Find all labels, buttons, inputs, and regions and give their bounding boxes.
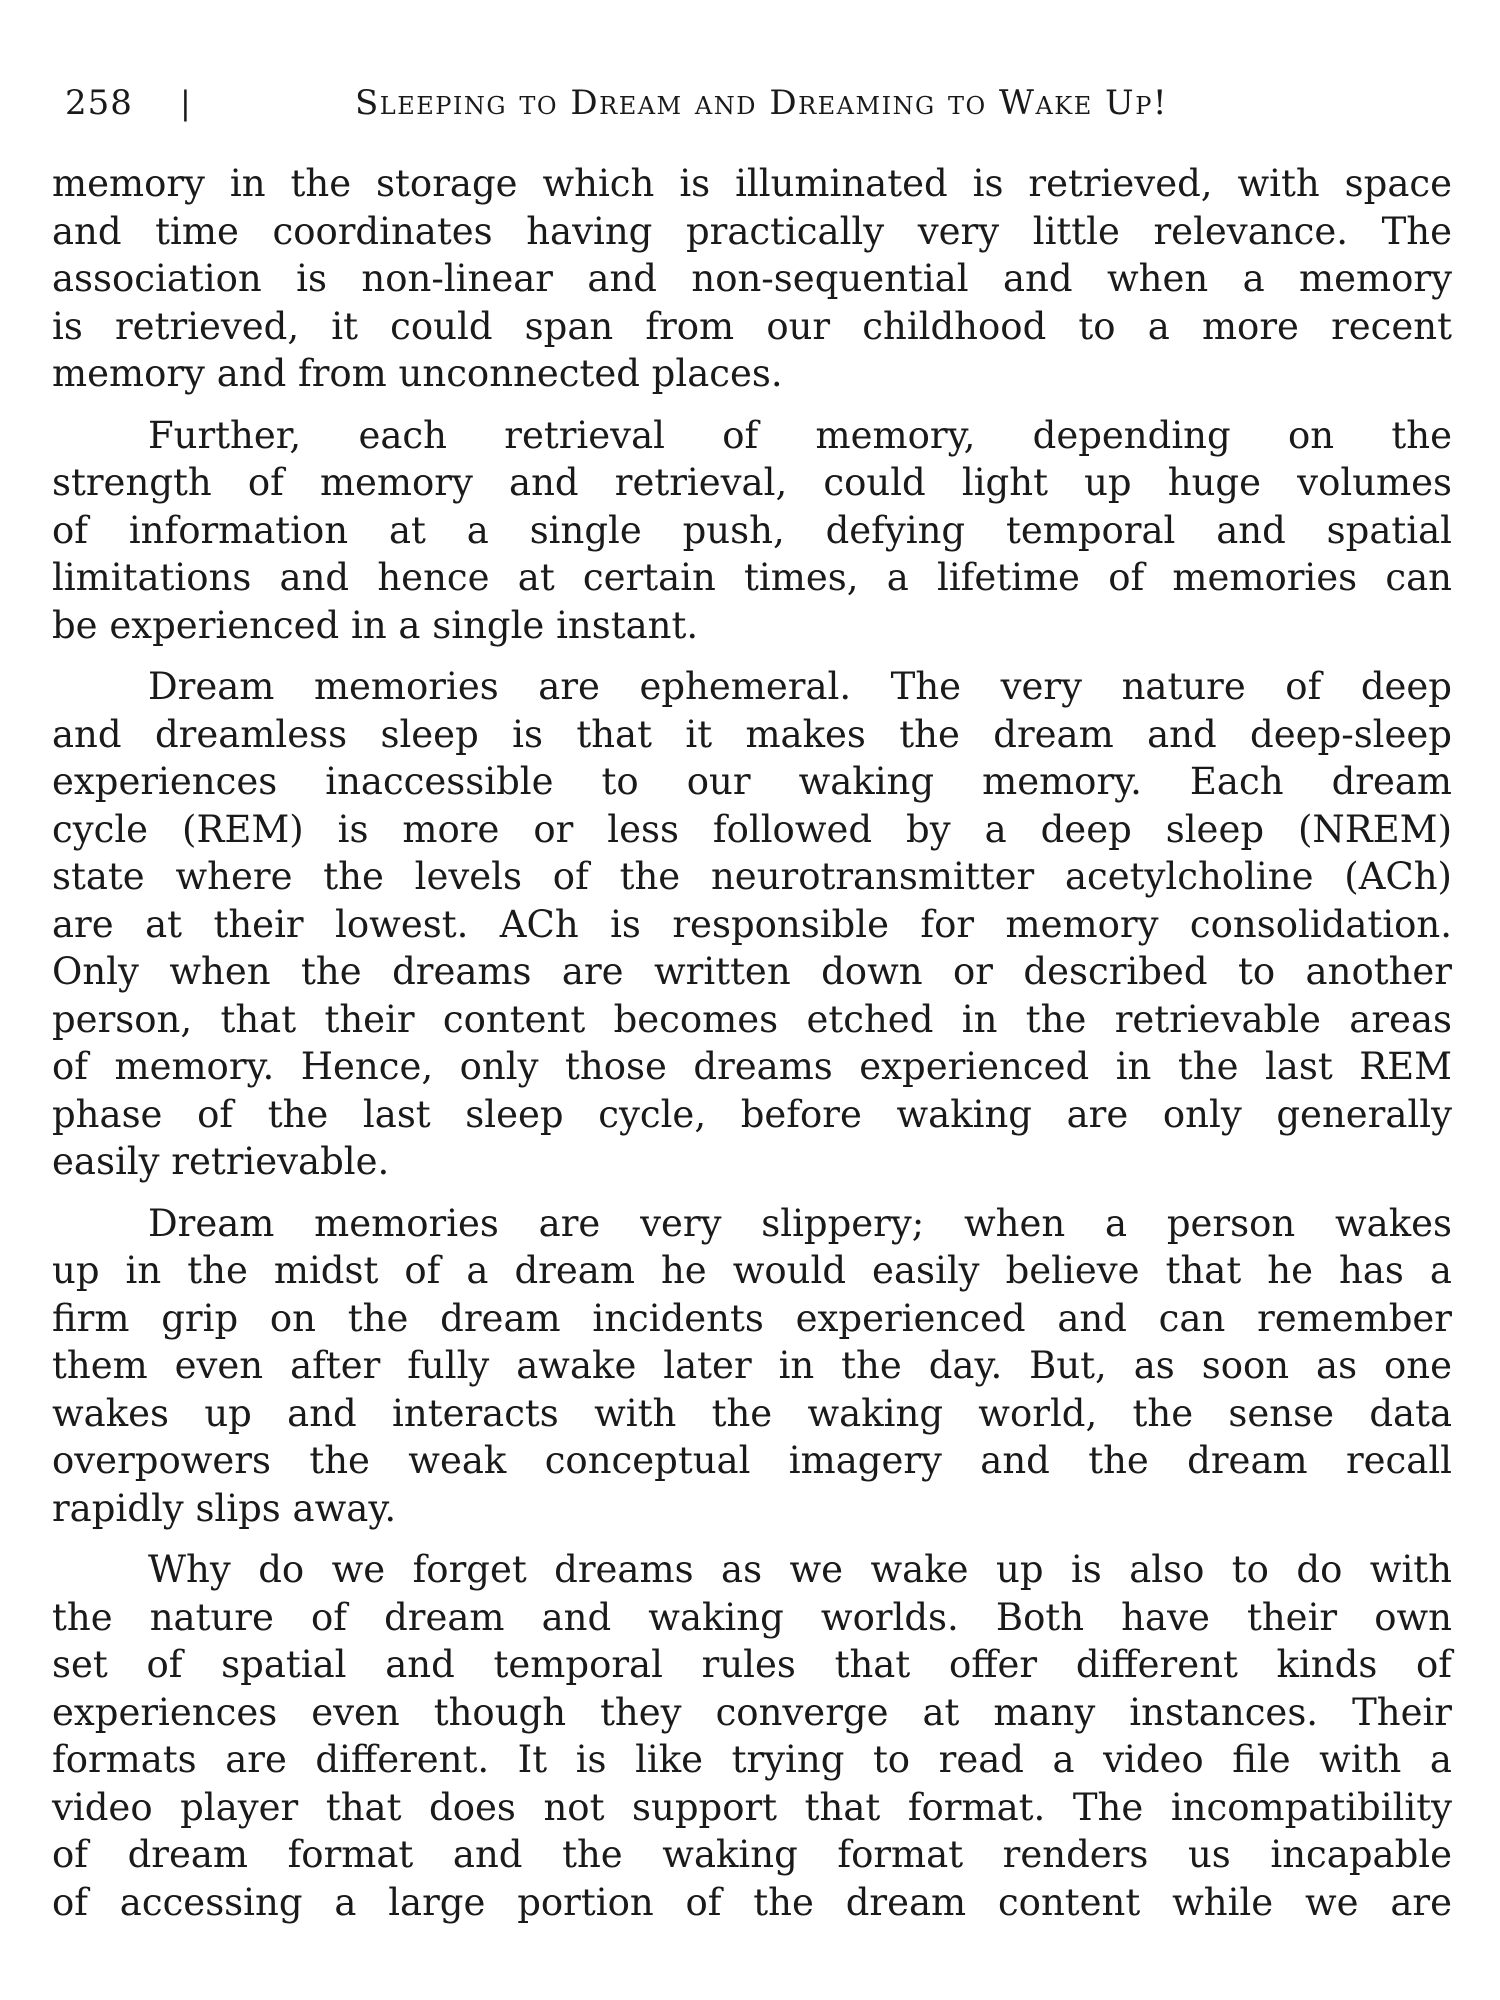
- text-line: and time coordinates having practically very little relevance. The: [52, 209, 1452, 253]
- text-line: Dream memories are very slippery; when a person wakes: [148, 1201, 1452, 1245]
- text-line: of accessing a large portion of the dream content while we are: [52, 1880, 1452, 1924]
- text-line: video player that does not support that format. The incompatibility: [52, 1785, 1452, 1829]
- text-line: of information at a single push, defying temporal and spatial: [52, 508, 1452, 552]
- text-line: phase of the last sleep cycle, before waking are only generally: [52, 1092, 1452, 1136]
- text-line: Further, each retrieval of memory, depending on the: [148, 413, 1452, 457]
- text-line: limitations and hence at certain times, a lifetime of memories can: [52, 556, 1452, 599]
- text-line: state where the levels of the neurotransmitter acetylcholine (ACh): [52, 855, 1452, 898]
- text-line: the nature of dream and waking worlds. Both have their own: [52, 1595, 1452, 1639]
- paragraph: [52, 663, 1452, 1186]
- text-line: firm grip on the dream incidents experienced and can remember: [52, 1296, 1452, 1340]
- paragraph: [52, 1200, 1452, 1533]
- text-line: person, that their content becomes etched in the retrievable areas: [52, 997, 1452, 1041]
- text-line: set of spatial and temporal rules that offer different kinds of: [52, 1643, 1452, 1686]
- text-line: experiences even though they converge at many instances. Their: [52, 1690, 1452, 1734]
- body-text: [52, 160, 1452, 1940]
- text-line: Dream memories are ephemeral. The very nature of deep: [148, 665, 1452, 708]
- text-line: Why do we forget dreams as we wake up is also to do with: [148, 1548, 1452, 1591]
- text-line: and dreamless sleep is that it makes the dream and deep-sleep: [52, 712, 1452, 756]
- text-line: Only when the dreams are written down or described to another: [52, 950, 1452, 993]
- paragraph: [52, 412, 1452, 650]
- text-line: experiences inaccessible to our waking memory. Each dream: [52, 760, 1452, 803]
- text-line: overpowers the weak conceptual imagery and the dream recall: [52, 1439, 1452, 1482]
- text-line: cycle (REM) is more or less followed by a deep sleep (NREM): [52, 807, 1452, 851]
- running-title: Sleeping to Dream and Dreaming to Wake Up!: [355, 83, 1169, 123]
- text-line: memory in the storage which is illuminated is retrieved, with space: [52, 162, 1452, 205]
- text-line: be experienced in a single instant.: [52, 603, 699, 647]
- text-line: of dream format and the waking format renders us incapable: [52, 1833, 1452, 1876]
- page-header: [65, 78, 1315, 128]
- paragraph: [52, 1546, 1452, 1926]
- text-line: of memory. Hence, only those dreams experienced in the last REM: [52, 1045, 1452, 1088]
- page-number: 258: [65, 83, 133, 123]
- text-line: rapidly slips away.: [52, 1486, 397, 1530]
- text-line: memory and from unconnected places.: [52, 352, 783, 395]
- header-separator: |: [180, 84, 191, 122]
- paragraph: [52, 160, 1452, 398]
- text-line: strength of memory and retrieval, could light up huge volumes: [52, 461, 1452, 504]
- text-line: wakes up and interacts with the waking world, the sense data: [52, 1391, 1452, 1435]
- text-line: are at their lowest. ACh is responsible for memory consolidation.: [52, 902, 1452, 946]
- text-line: them even after fully awake later in the day. But, as soon as one: [52, 1344, 1452, 1387]
- text-line: association is non-linear and non-sequential and when a memory: [52, 257, 1452, 300]
- text-line: easily retrievable.: [52, 1140, 390, 1183]
- text-line: is retrieved, it could span from our childhood to a more recent: [52, 304, 1452, 348]
- text-line: up in the midst of a dream he would easily believe that he has a: [52, 1249, 1452, 1292]
- text-line: formats are different. It is like trying to read a video file with a: [52, 1738, 1452, 1781]
